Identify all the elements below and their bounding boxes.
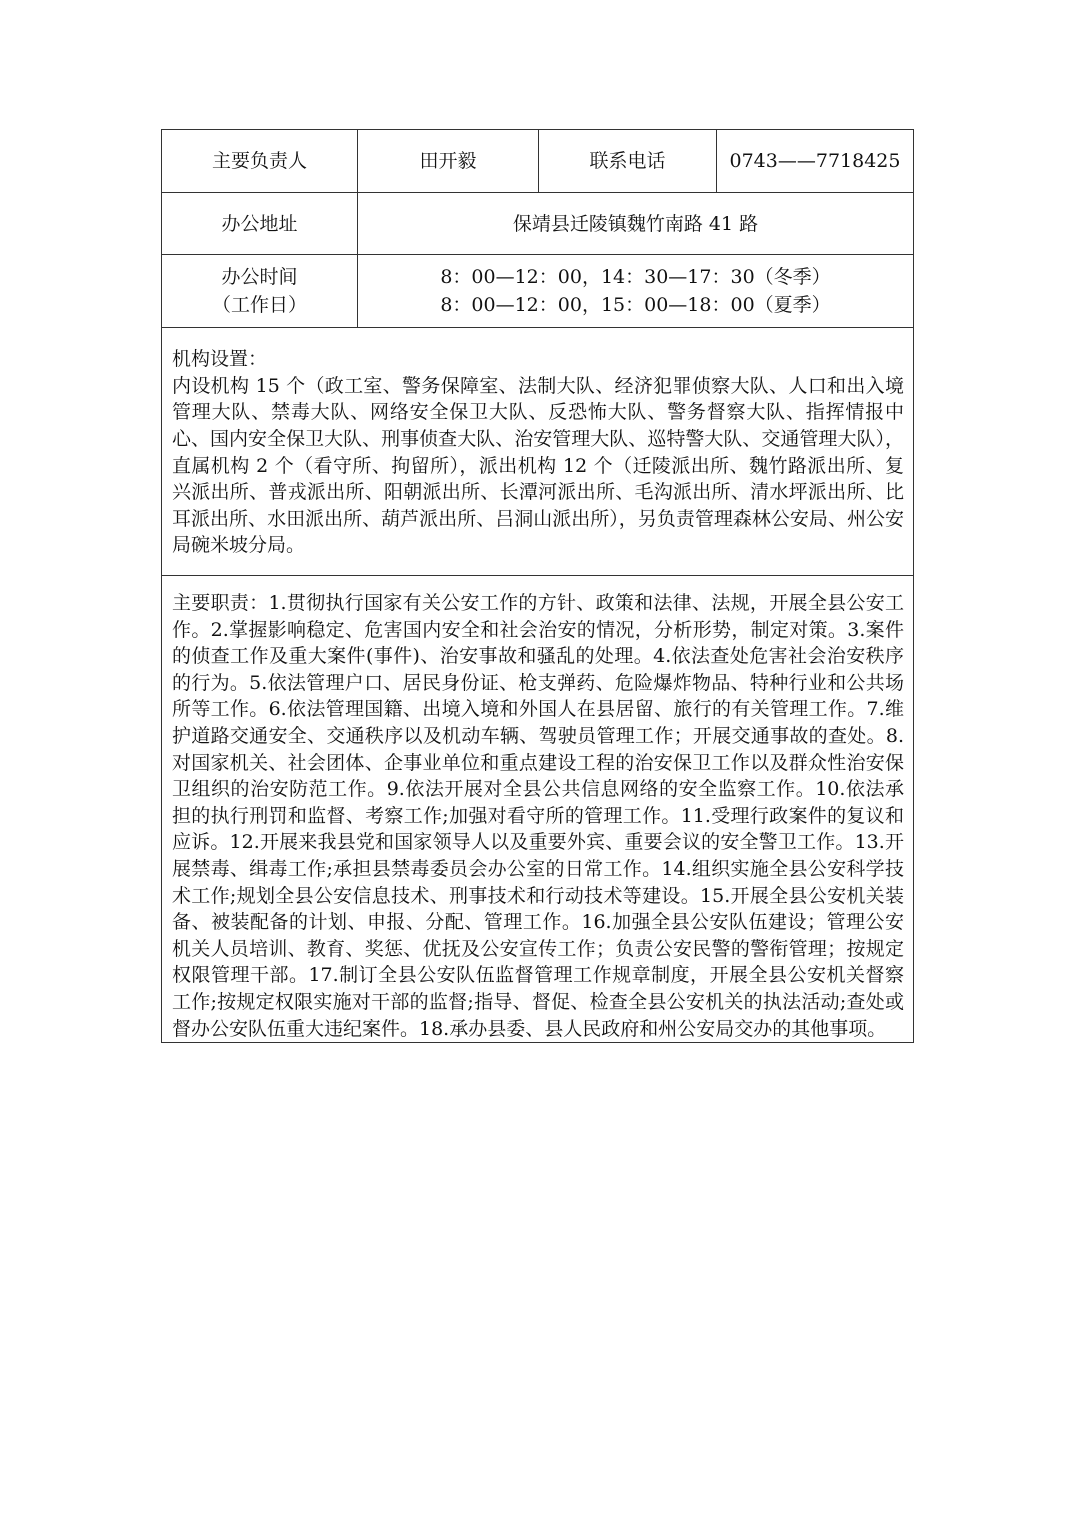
address-value: 保靖县迁陵镇魏竹南路 41 路	[358, 193, 914, 255]
address-label: 办公地址	[162, 193, 358, 255]
organization-row	[162, 328, 914, 576]
organization-title: 机构设置：	[172, 348, 268, 371]
organization-cell	[162, 328, 914, 576]
agency-info-table	[161, 129, 914, 1043]
duties-row	[162, 576, 914, 1043]
phone-value: 0743——7718425	[717, 130, 914, 193]
duties-cell	[162, 576, 914, 1043]
office-hours-value	[358, 255, 914, 328]
office-hours-label	[162, 255, 358, 328]
office-hours-summer: 8：00—12：00，15：00—18：00（夏季）	[440, 294, 831, 316]
leader-label: 主要负责人	[162, 130, 358, 193]
leader-name: 田开毅	[358, 130, 539, 193]
phone-label: 联系电话	[539, 130, 717, 193]
address-row	[162, 193, 914, 255]
office-hours-label-line2: （工作日）	[211, 294, 307, 316]
office-hours-label-line1: 办公时间	[221, 266, 298, 288]
organization-text: 内设机构 15 个（政工室、警务保障室、法制大队、经济犯罪侦察大队、人口和出入境管理大队、禁毒大队、网络安全保卫大队、反恐怖大队、警务督察大队、指挥情报中心、国内安全保卫大队、刑事侦查大队、治安管理大队、巡特警大队、交通管理大队），直属机构 2 个（看守所、拘留所），派出机构 12 个（迁陵派出所、魏竹路派出所、复兴派出所、普戎派出所、阳朝派出所、长潭河派出所、毛沟派出所、清水坪派出所、比耳派出所、水田派出所、葫芦派出所、吕洞山派出所），另负责管理森林公安局、州公安局碗米坡分局。	[172, 374, 904, 557]
duties-text: 主要职责：1.贯彻执行国家有关公安工作的方针、政策和法律、法规，开展全县公安工作。2.掌握影响稳定、危害国内安全和社会治安的情况，分析形势，制定对策。3.案件的侦查工作及重大案件(事件)、治安事故和骚乱的处理。4.依法查处危害社会治安秩序的行为。5.依法管理户口、居民身份证、枪支弹药、危险爆炸物品、特种行业和公共场所等工作。6.依法管理国籍、出境入境和外国人在县居留、旅行的有关管理工作。7.维护道路交通安全、交通秩序以及机动车辆、驾驶员管理工作；开展交通事故的查处。8.对国家机关、社会团体、企事业单位和重点建设工程的治安保卫工作以及群众性治安保卫组织的治安防范工作。9.依法开展对全县公共信息网络的安全监察工作。10.依法承担的执行刑罚和监督、考察工作;加强对看守所的管理工作。11.受理行政案件的复议和应诉。12.开展来我县党和国家领导人以及重要外宾、重要会议的安全警卫工作。13.开展禁毒、缉毒工作;承担县禁毒委员会办公室的日常工作。14.组织实施全县公安科学技术工作;规划全县公安信息技术、刑事技术和行动技术等建设。15.开展全县公安机关装备、被装配备的计划、申报、分配、管理工作。16.加强全县公安队伍建设；管理公安机关人员培训、教育、奖惩、优抚及公安宣传工作；负责公安民警的警衔管理；按规定权限管理干部。17.制订全县公安队伍监督管理工作规章制度，开展全县公安机关督察工作;按规定权限实施对干部的监督;指导、督促、检查全县公安机关的执法活动;查处或督办公安队伍重大违纪案件。18.承办县委、县人民政府和州公安局交办的其他事项。	[172, 592, 904, 1040]
office-hours-row	[162, 255, 914, 328]
leader-row	[162, 130, 914, 193]
organization-block	[162, 344, 913, 559]
office-hours-winter: 8：00—12：00，14：30—17：30（冬季）	[440, 266, 831, 288]
